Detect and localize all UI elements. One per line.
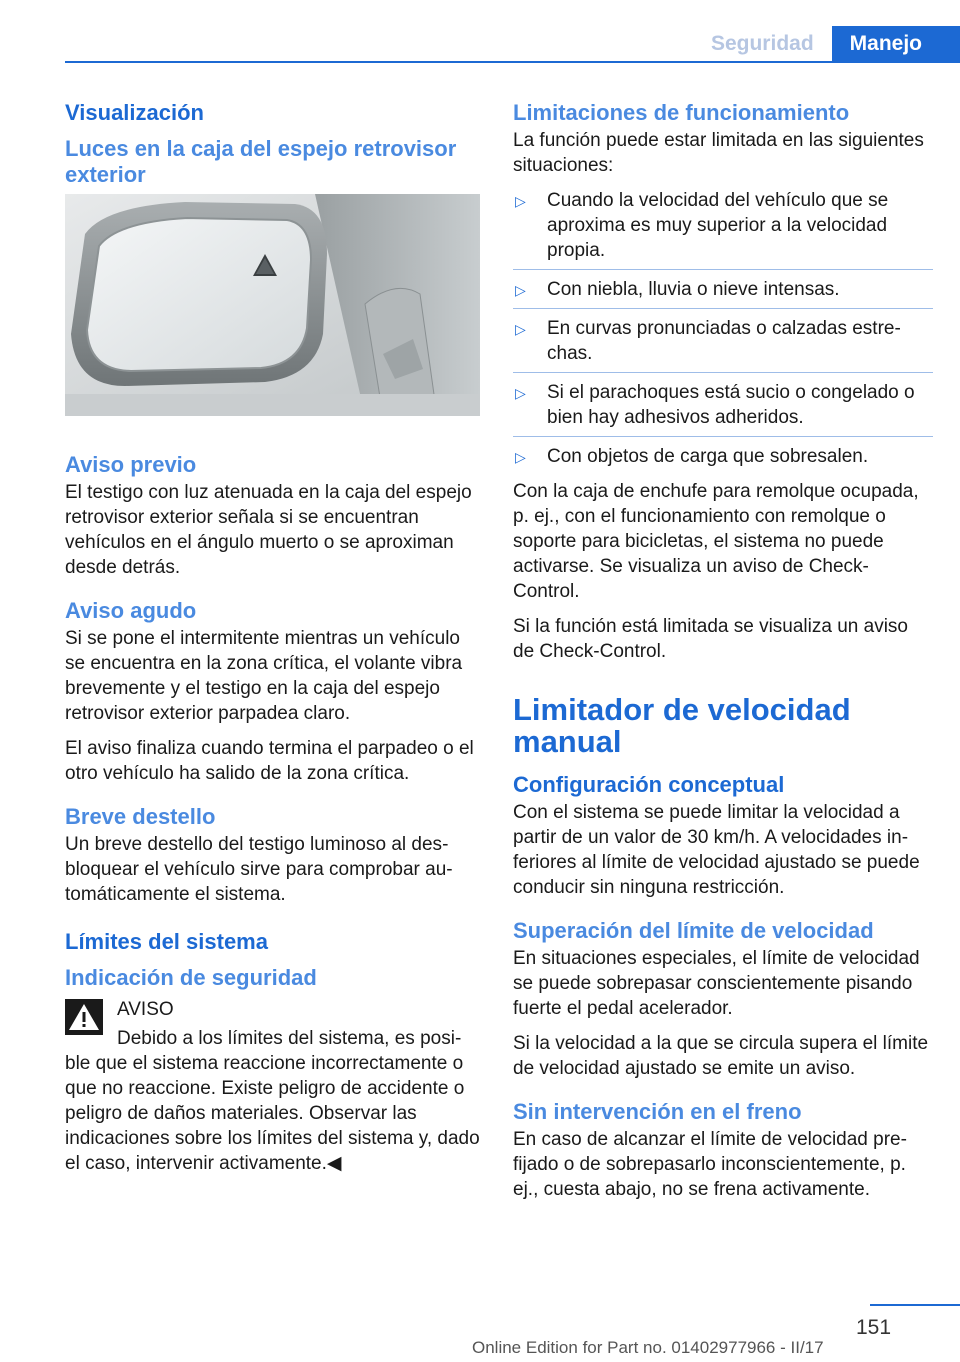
triangle-bullet-icon: ▷ bbox=[515, 321, 526, 337]
text-superacion-2: Si la velocidad a la que se circula supera el límite de velocidad ajustado se emite un aviso. bbox=[513, 1033, 929, 1079]
heading-sin-intervencion: Sin intervención en el freno bbox=[513, 1099, 802, 1124]
text-limitaciones: La función puede estar limitada en las siguientes situaciones: bbox=[513, 130, 924, 176]
text-superacion-1: En situaciones especiales, el límite de velocidad se puede sobrepasar conscientemente pisando fuerte el pedal acelerador. bbox=[513, 948, 920, 1019]
text-funcion-limitada: Si la función está limitada se visualiza un aviso de Check-Control. bbox=[513, 616, 908, 662]
triangle-bullet-icon: ▷ bbox=[515, 282, 526, 298]
list-item: ▷ Cuando la velocidad del vehículo que se aproxima es muy superior a la velocidad propia. bbox=[513, 188, 933, 270]
warning-title: AVISO bbox=[117, 999, 174, 1020]
heading-aviso-agudo: Aviso agudo bbox=[65, 598, 197, 623]
heading-aviso-previo: Aviso previo bbox=[65, 452, 197, 477]
text-breve-destello: Un breve destello del testigo luminoso al desbloquear el vehículo sirve para comprobar automáticamente el sistema. bbox=[65, 834, 453, 905]
heading-superacion: Superación del límite de velocidad bbox=[513, 918, 874, 943]
edition-footer: Online Edition for Part no. 01402977966 - II/17 bbox=[472, 1338, 824, 1357]
left-column bbox=[65, 100, 480, 1176]
text-aviso-agudo-1: Si se pone el intermitente mientras un vehículo se encuentra en la zona crítica, el volante vibra brevemente y el testigo en la caja del espejo retrovisor exterior parpadea claro. bbox=[65, 628, 463, 724]
tab-manejo[interactable]: Manejo bbox=[832, 26, 960, 62]
heading-luces: Luces en la caja del espejo retrovisor exterior bbox=[65, 136, 457, 187]
heading-indicacion-seguridad: Indicación de seguridad bbox=[65, 965, 317, 990]
warning-text: Debido a los límites del sistema, es posible que el sistema reaccione incorrectamente o que no reaccione. Existe peligro de accidente o peligro de daños materiales. Observar las indicaciones sobre los límites del sistema y, dado el caso, intervenir activamente.◀ bbox=[65, 1028, 480, 1174]
mirror-photo bbox=[65, 194, 480, 416]
heading-limitador-velocidad: Limitador de velocidad manual bbox=[513, 692, 851, 759]
list-item: ▷ Si el parachoques está sucio o congelado o bien hay adhesivos adheridos. bbox=[513, 380, 933, 437]
text-aviso-previo: El testigo con luz atenuada en la caja del espejo retrovisor exterior señala si se encuentran vehículos en el ángulo muerto o se aproximan desde detrás. bbox=[65, 482, 472, 578]
text-caja-enchufe: Con la caja de enchufe para remolque ocupada, p. ej., con el funcionamiento con remolque o soporte para bicicletas, el sistema no puede activarse. Se visualiza un aviso de Check-Control. bbox=[513, 481, 919, 602]
triangle-bullet-icon: ▷ bbox=[515, 193, 526, 209]
warning-triangle-icon bbox=[65, 999, 103, 1035]
warning-block bbox=[65, 997, 480, 1176]
heading-limites-sistema: Límites del sistema bbox=[65, 929, 268, 954]
text-aviso-agudo-2: El aviso finaliza cuando termina el parpadeo o el otro vehículo ha salido de la zona crítica. bbox=[65, 738, 474, 784]
triangle-bullet-icon: ▷ bbox=[515, 449, 526, 465]
heading-breve-destello: Breve destello bbox=[65, 804, 216, 829]
text-sin-intervencion: En caso de alcanzar el límite de velocidad prefijado o de sobrepasarlo inconscientemente, p. ej., cuesta abajo, no se frena activamente. bbox=[513, 1129, 907, 1200]
heading-visualizacion: Visualización bbox=[65, 100, 204, 125]
heading-limitaciones: Limitaciones de funcionamiento bbox=[513, 100, 850, 125]
header-tabs bbox=[693, 26, 960, 62]
header-rule bbox=[65, 61, 960, 63]
list-item: ▷ Con objetos de carga que sobresalen. bbox=[513, 444, 933, 469]
text-configuracion: Con el sistema se puede limitar la velocidad a partir de un valor de 30 km/h. A velocidades inferiores al límite de velocidad ajustado se puede conducir sin ninguna restricción. bbox=[513, 802, 920, 898]
right-column bbox=[513, 100, 933, 1212]
footer-rule bbox=[870, 1304, 960, 1306]
limitaciones-list bbox=[513, 188, 933, 469]
list-item: ▷ En curvas pronunciadas o calzadas estrechas. bbox=[513, 316, 933, 373]
list-item: ▷ Con niebla, lluvia o nieve intensas. bbox=[513, 277, 933, 309]
tab-seguridad[interactable]: Seguridad bbox=[710, 32, 814, 55]
triangle-bullet-icon: ▷ bbox=[515, 385, 526, 401]
page-number: 151 bbox=[856, 1316, 892, 1339]
heading-configuracion: Configuración conceptual bbox=[513, 772, 785, 797]
